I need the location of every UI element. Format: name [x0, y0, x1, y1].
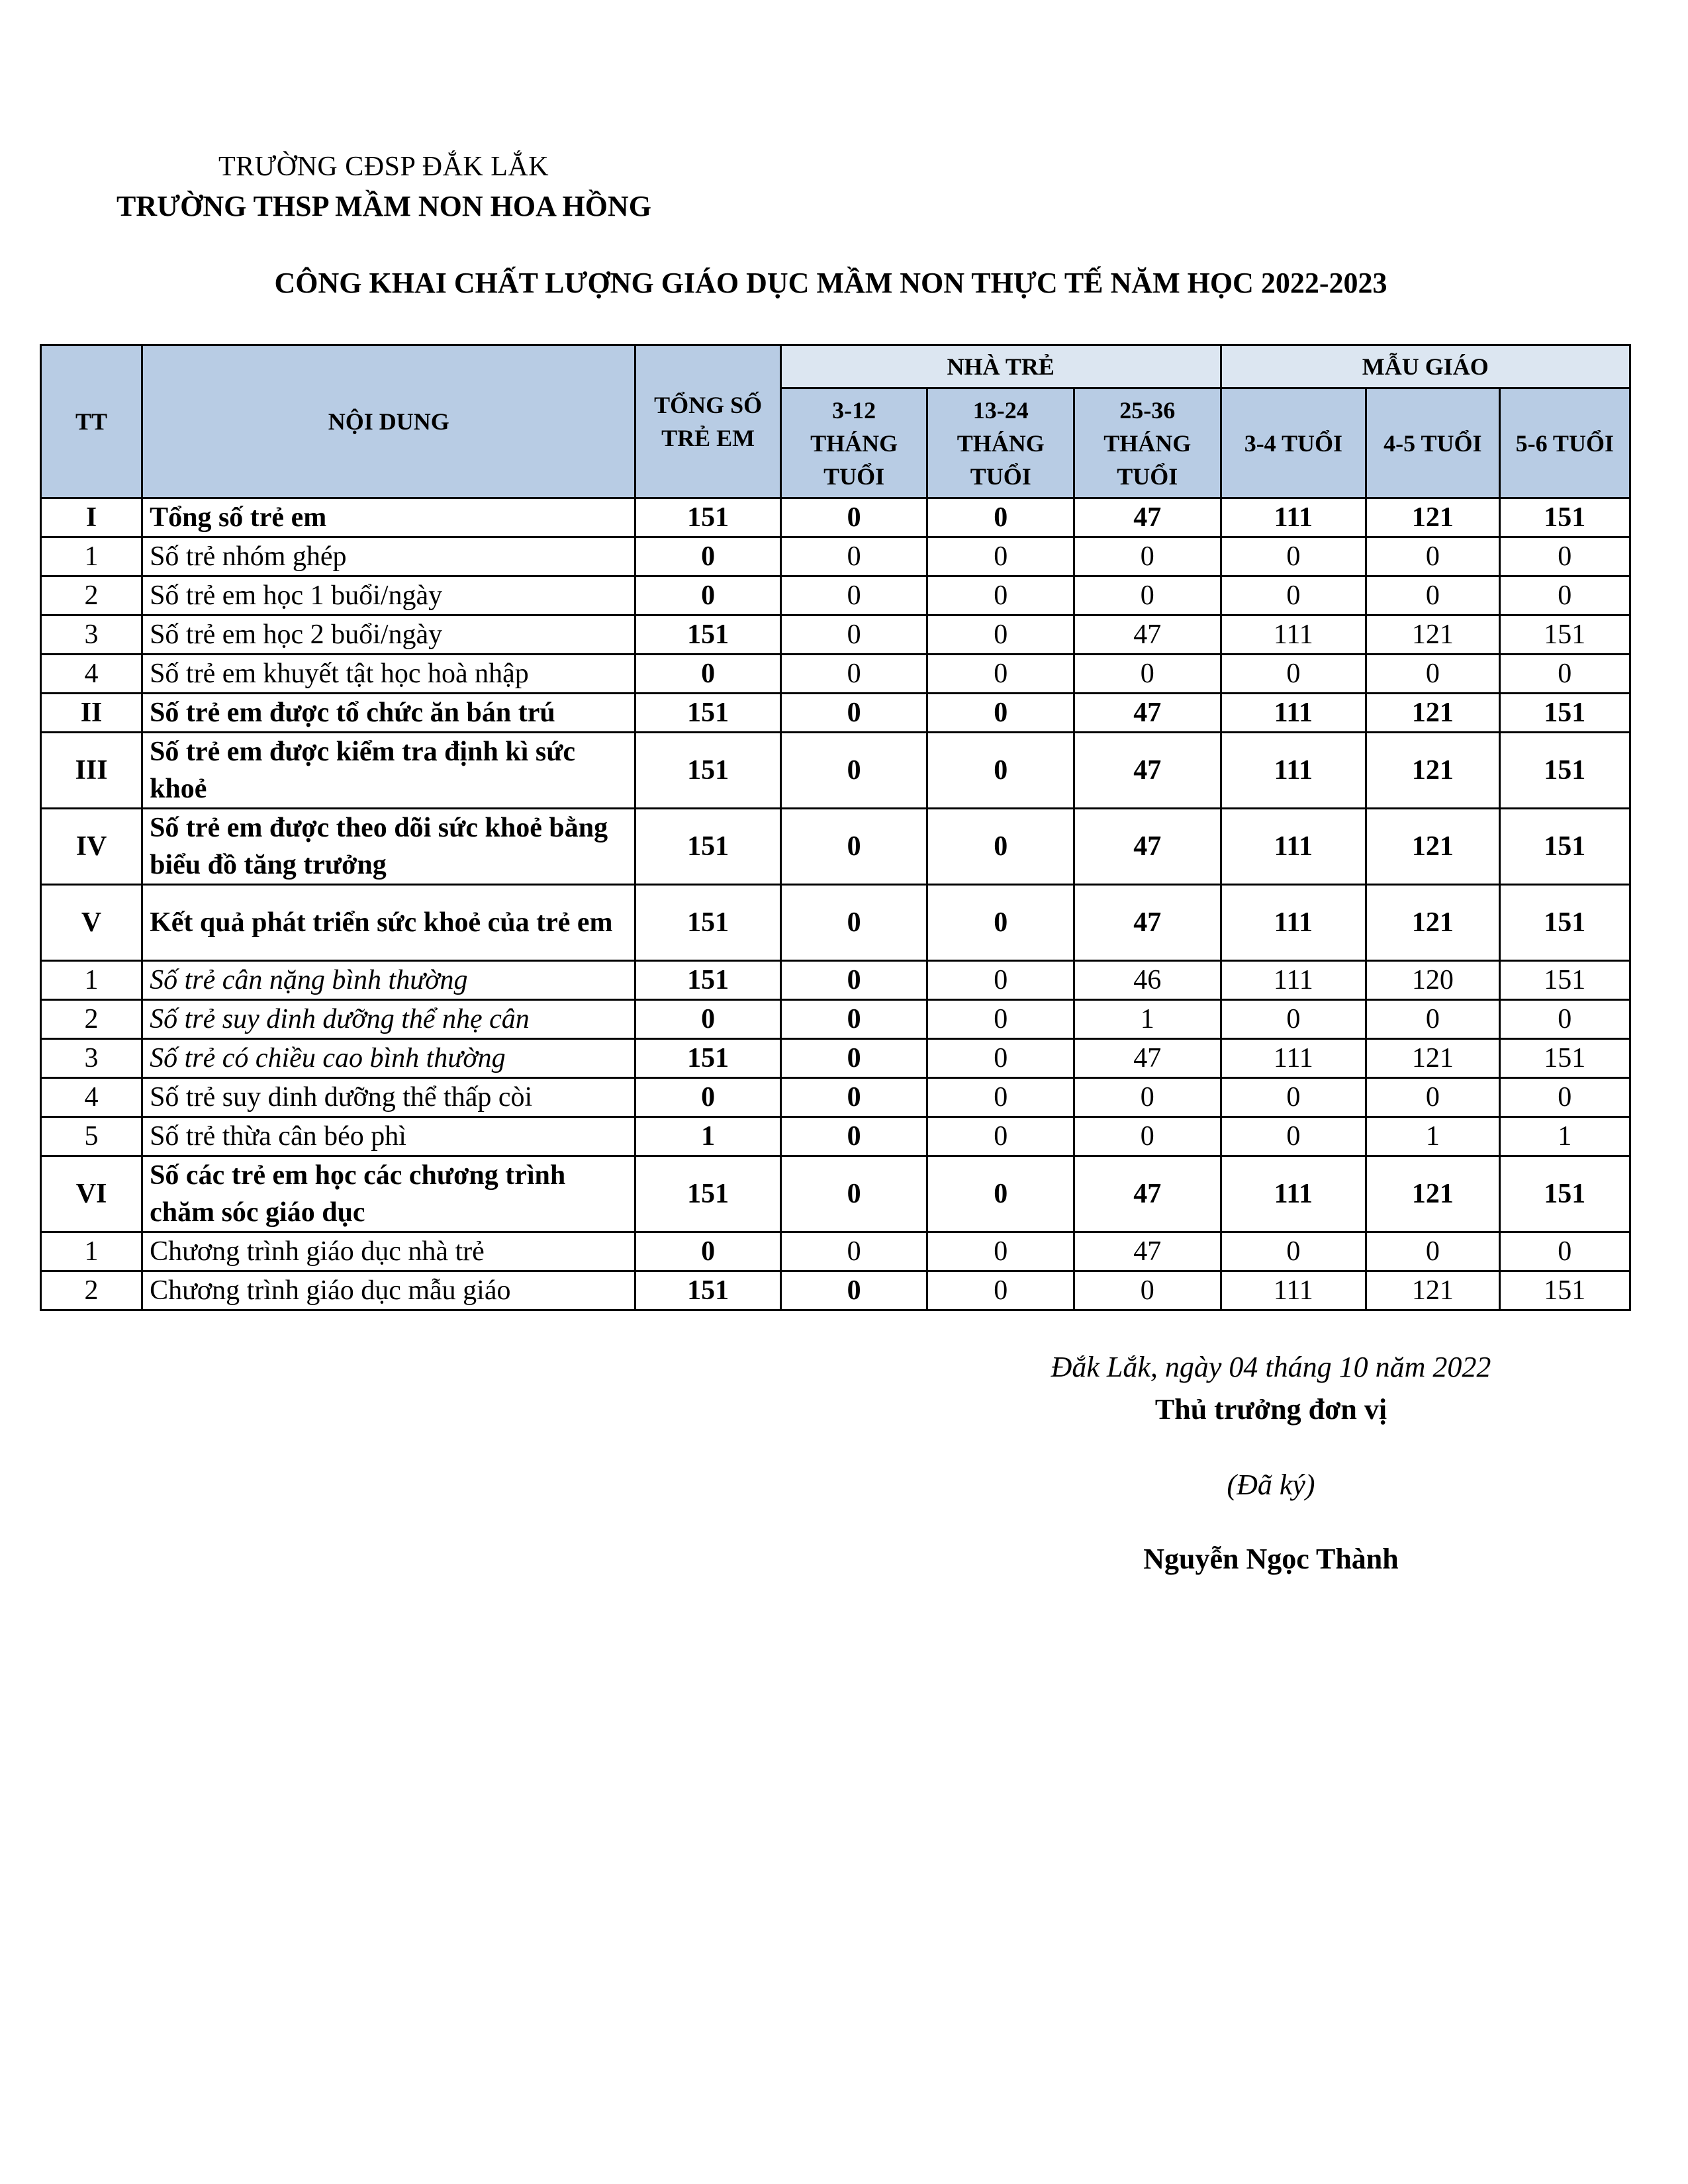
cell-value: 0 — [1499, 1000, 1630, 1039]
cell-value: 0 — [780, 694, 927, 733]
cell-value: 0 — [780, 1039, 927, 1078]
cell-value: 1 — [1074, 1000, 1221, 1039]
table-row — [41, 961, 1630, 1000]
cell-value: 0 — [927, 537, 1074, 576]
quality-table — [40, 344, 1631, 1311]
cell-tt: 4 — [41, 1078, 142, 1117]
cell-value: 0 — [1074, 537, 1221, 576]
cell-total: 151 — [635, 694, 781, 733]
table-row — [41, 1117, 1630, 1156]
header-age-13-24: 13-24 THÁNG TUỔI — [927, 388, 1074, 498]
cell-value: 121 — [1366, 498, 1499, 537]
cell-tt: I — [41, 498, 142, 537]
signature-signed-note: (Đã ký) — [1227, 1469, 1315, 1501]
cell-content: Số trẻ em được theo dõi sức khoẻ bằng biểu đồ tăng trưởng — [142, 809, 635, 885]
cell-content: Số trẻ em học 1 buổi/ngày — [142, 576, 635, 615]
header-age-5-6: 5-6 TUỔI — [1499, 388, 1630, 498]
cell-value: 0 — [1221, 1117, 1366, 1156]
table-row — [41, 1156, 1630, 1232]
cell-value: 0 — [780, 655, 927, 694]
cell-total: 151 — [635, 809, 781, 885]
header-age-3-12: 3-12 THÁNG TUỔI — [780, 388, 927, 498]
cell-value: 151 — [1499, 615, 1630, 655]
cell-value: 121 — [1366, 1039, 1499, 1078]
cell-value: 0 — [927, 1039, 1074, 1078]
table-row — [41, 694, 1630, 733]
cell-value: 121 — [1366, 615, 1499, 655]
cell-value: 0 — [927, 1156, 1074, 1232]
cell-value: 47 — [1074, 498, 1221, 537]
parent-organization: TRƯỜNG CĐSP ĐẮK LẮK — [218, 152, 549, 182]
cell-value: 120 — [1366, 961, 1499, 1000]
cell-value: 0 — [1366, 1078, 1499, 1117]
header-total: TỔNG SỐ TRẺ EM — [635, 345, 781, 498]
cell-value: 0 — [927, 615, 1074, 655]
cell-content: Kết quả phát triển sức khoẻ của trẻ em — [142, 885, 635, 961]
cell-value: 0 — [780, 961, 927, 1000]
cell-total: 0 — [635, 1232, 781, 1271]
cell-tt: IV — [41, 809, 142, 885]
cell-value: 151 — [1499, 498, 1630, 537]
cell-tt: 4 — [41, 655, 142, 694]
cell-value: 0 — [780, 1271, 927, 1310]
cell-value: 47 — [1074, 1039, 1221, 1078]
cell-total: 1 — [635, 1117, 781, 1156]
cell-content: Số trẻ thừa cân béo phì — [142, 1117, 635, 1156]
table-row — [41, 1232, 1630, 1271]
cell-value: 151 — [1499, 885, 1630, 961]
cell-total: 0 — [635, 1078, 781, 1117]
cell-total: 151 — [635, 498, 781, 537]
cell-total: 151 — [635, 961, 781, 1000]
cell-content: Số trẻ em được kiểm tra định kì sức khoẻ — [142, 733, 635, 809]
cell-value: 121 — [1366, 1271, 1499, 1310]
cell-value: 0 — [780, 576, 927, 615]
cell-content: Số trẻ em được tổ chức ăn bán trú — [142, 694, 635, 733]
signature-date: Đắk Lắk, ngày 04 tháng 10 năm 2022 — [1051, 1351, 1491, 1383]
cell-total: 0 — [635, 537, 781, 576]
header-age-4-5: 4-5 TUỔI — [1366, 388, 1499, 498]
cell-value: 0 — [927, 885, 1074, 961]
cell-value: 0 — [927, 1232, 1074, 1271]
cell-total: 151 — [635, 1039, 781, 1078]
cell-value: 111 — [1221, 615, 1366, 655]
cell-value: 151 — [1499, 1039, 1630, 1078]
cell-total: 151 — [635, 885, 781, 961]
cell-value: 0 — [1499, 1078, 1630, 1117]
cell-value: 0 — [780, 1156, 927, 1232]
cell-total: 151 — [635, 1271, 781, 1310]
cell-value: 47 — [1074, 1232, 1221, 1271]
cell-value: 0 — [927, 576, 1074, 615]
cell-tt: V — [41, 885, 142, 961]
cell-content: Chương trình giáo dục mẫu giáo — [142, 1271, 635, 1310]
cell-value: 0 — [927, 694, 1074, 733]
cell-value: 111 — [1221, 809, 1366, 885]
cell-value: 111 — [1221, 1039, 1366, 1078]
cell-total: 0 — [635, 576, 781, 615]
cell-value: 111 — [1221, 1156, 1366, 1232]
cell-value: 1 — [1366, 1117, 1499, 1156]
cell-value: 0 — [927, 961, 1074, 1000]
cell-value: 0 — [1499, 1232, 1630, 1271]
cell-value: 0 — [1366, 537, 1499, 576]
cell-value: 0 — [780, 537, 927, 576]
cell-value: 0 — [1366, 576, 1499, 615]
school-name: TRƯỜNG THSP MẦM NON HOA HỒNG — [117, 190, 651, 222]
cell-value: 47 — [1074, 885, 1221, 961]
cell-content: Số trẻ em học 2 buổi/ngày — [142, 615, 635, 655]
table-row — [41, 809, 1630, 885]
cell-value: 0 — [1499, 576, 1630, 615]
cell-value: 1 — [1499, 1117, 1630, 1156]
cell-value: 0 — [1221, 655, 1366, 694]
cell-value: 151 — [1499, 733, 1630, 809]
cell-content: Chương trình giáo dục nhà trẻ — [142, 1232, 635, 1271]
cell-value: 0 — [927, 1078, 1074, 1117]
cell-tt: II — [41, 694, 142, 733]
table-row — [41, 498, 1630, 537]
cell-value: 46 — [1074, 961, 1221, 1000]
cell-value: 0 — [1499, 655, 1630, 694]
table-row — [41, 1039, 1630, 1078]
table-row — [41, 885, 1630, 961]
cell-value: 0 — [780, 809, 927, 885]
header-nursery: NHÀ TRẺ — [780, 345, 1221, 388]
cell-value: 0 — [927, 733, 1074, 809]
table-row — [41, 733, 1630, 809]
cell-total: 0 — [635, 1000, 781, 1039]
signature-name: Nguyễn Ngọc Thành — [1143, 1543, 1399, 1575]
header-tt: TT — [41, 345, 142, 498]
cell-value: 0 — [927, 655, 1074, 694]
signature-role: Thủ trưởng đơn vị — [1154, 1393, 1387, 1426]
cell-content: Số trẻ suy dinh dưỡng thể nhẹ cân — [142, 1000, 635, 1039]
cell-tt: 2 — [41, 1271, 142, 1310]
cell-content: Số trẻ nhóm ghép — [142, 537, 635, 576]
cell-value: 0 — [1221, 576, 1366, 615]
cell-value: 0 — [927, 498, 1074, 537]
cell-value: 151 — [1499, 1156, 1630, 1232]
header-age-3-4: 3-4 TUỔI — [1221, 388, 1366, 498]
cell-value: 0 — [780, 733, 927, 809]
table-row — [41, 655, 1630, 694]
cell-value: 0 — [1499, 537, 1630, 576]
cell-tt: VI — [41, 1156, 142, 1232]
cell-value: 47 — [1074, 733, 1221, 809]
header-age-25-36: 25-36 THÁNG TUỔI — [1074, 388, 1221, 498]
cell-value: 0 — [1366, 655, 1499, 694]
cell-value: 111 — [1221, 885, 1366, 961]
cell-tt: 1 — [41, 537, 142, 576]
cell-total: 151 — [635, 733, 781, 809]
cell-value: 47 — [1074, 1156, 1221, 1232]
cell-value: 47 — [1074, 615, 1221, 655]
cell-value: 0 — [780, 1232, 927, 1271]
table-row — [41, 1000, 1630, 1039]
cell-value: 47 — [1074, 809, 1221, 885]
cell-value: 111 — [1221, 694, 1366, 733]
cell-value: 0 — [780, 498, 927, 537]
cell-value: 0 — [1221, 537, 1366, 576]
cell-total: 151 — [635, 1156, 781, 1232]
cell-value: 0 — [780, 1000, 927, 1039]
cell-value: 111 — [1221, 733, 1366, 809]
header-kindergarten: MẪU GIÁO — [1221, 345, 1630, 388]
cell-value: 111 — [1221, 961, 1366, 1000]
document-title: CÔNG KHAI CHẤT LƯỢNG GIÁO DỤC MẦM NON THỰC TẾ NĂM HỌC 2022-2023 — [274, 267, 1387, 299]
cell-content: Số trẻ cân nặng bình thường — [142, 961, 635, 1000]
cell-value: 151 — [1499, 809, 1630, 885]
cell-value: 0 — [1221, 1232, 1366, 1271]
cell-value: 0 — [1221, 1078, 1366, 1117]
cell-value: 0 — [1221, 1000, 1366, 1039]
cell-tt: 5 — [41, 1117, 142, 1156]
cell-value: 0 — [1074, 1078, 1221, 1117]
table-row — [41, 615, 1630, 655]
cell-tt: 1 — [41, 961, 142, 1000]
cell-tt: 1 — [41, 1232, 142, 1271]
cell-value: 151 — [1499, 961, 1630, 1000]
header-content: NỘI DUNG — [142, 345, 635, 498]
cell-content: Số trẻ suy dinh dưỡng thể thấp còi — [142, 1078, 635, 1117]
cell-value: 121 — [1366, 733, 1499, 809]
cell-value: 111 — [1221, 498, 1366, 537]
cell-tt: III — [41, 733, 142, 809]
cell-value: 0 — [780, 1117, 927, 1156]
table-header — [41, 345, 1630, 498]
cell-value: 0 — [780, 615, 927, 655]
table-row — [41, 1271, 1630, 1310]
cell-value: 0 — [1366, 1000, 1499, 1039]
cell-value: 0 — [927, 1000, 1074, 1039]
cell-value: 0 — [1366, 1232, 1499, 1271]
cell-value: 151 — [1499, 1271, 1630, 1310]
table-row — [41, 537, 1630, 576]
cell-value: 121 — [1366, 694, 1499, 733]
cell-value: 151 — [1499, 694, 1630, 733]
cell-value: 0 — [780, 1078, 927, 1117]
cell-content: Số các trẻ em học các chương trình chăm sóc giáo dục — [142, 1156, 635, 1232]
cell-total: 0 — [635, 655, 781, 694]
cell-value: 0 — [780, 885, 927, 961]
cell-content: Số trẻ có chiều cao bình thường — [142, 1039, 635, 1078]
cell-tt: 3 — [41, 615, 142, 655]
cell-value: 111 — [1221, 1271, 1366, 1310]
cell-value: 121 — [1366, 885, 1499, 961]
table-row — [41, 1078, 1630, 1117]
table-body — [41, 498, 1630, 1310]
cell-content: Số trẻ em khuyết tật học hoà nhập — [142, 655, 635, 694]
cell-value: 121 — [1366, 1156, 1499, 1232]
cell-tt: 2 — [41, 576, 142, 615]
cell-value: 0 — [1074, 655, 1221, 694]
cell-value: 0 — [1074, 1271, 1221, 1310]
cell-value: 0 — [927, 1271, 1074, 1310]
cell-value: 121 — [1366, 809, 1499, 885]
cell-value: 0 — [1074, 1117, 1221, 1156]
cell-content: Tổng số trẻ em — [142, 498, 635, 537]
cell-value: 0 — [927, 809, 1074, 885]
cell-tt: 3 — [41, 1039, 142, 1078]
cell-value: 0 — [927, 1117, 1074, 1156]
cell-total: 151 — [635, 615, 781, 655]
cell-value: 0 — [1074, 576, 1221, 615]
table-row — [41, 576, 1630, 615]
cell-tt: 2 — [41, 1000, 142, 1039]
cell-value: 47 — [1074, 694, 1221, 733]
